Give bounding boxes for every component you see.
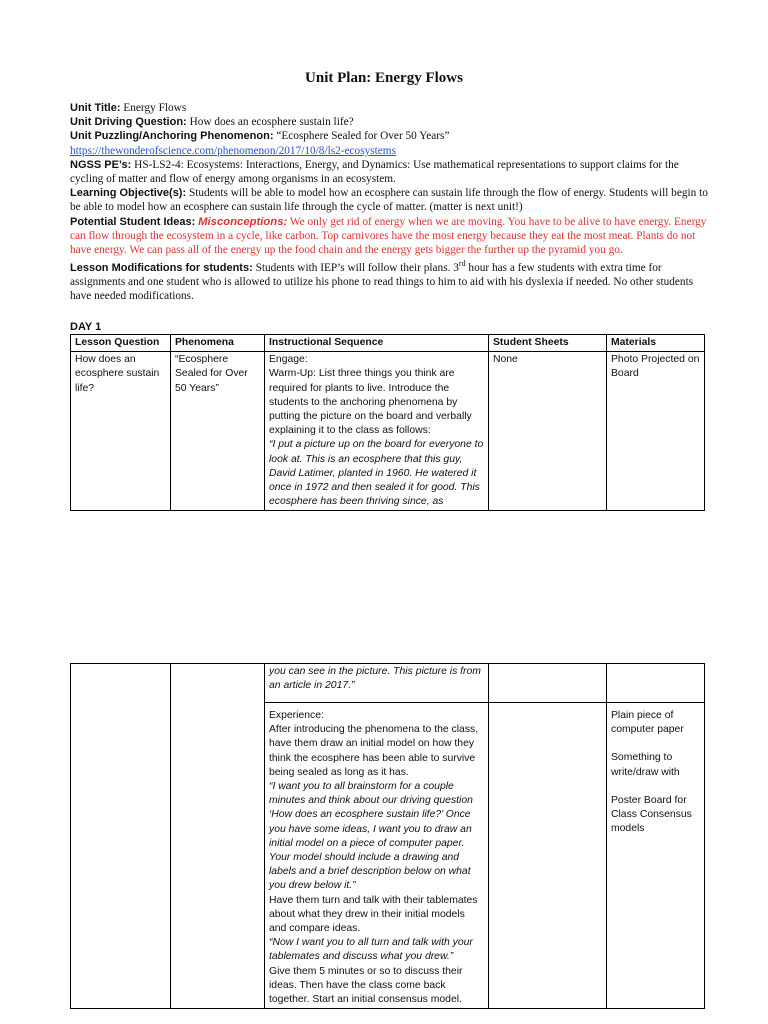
student-sheets-cell [489, 664, 607, 703]
header-lesson-question: Lesson Question [71, 335, 171, 352]
materials-cell: Photo Projected on Board [607, 352, 705, 511]
modifications-line: Lesson Modifications for students: Students with IEP’s will follow their plans. 3rd hour has a few students with extra time for assignments and one student who is allowed to utilize his phone to read things to him to aid with his dyslexia if needed. No other students have needed modifications. [70, 259, 694, 303]
header-materials: Materials [607, 335, 705, 352]
student-sheets-cell [489, 703, 607, 1009]
day-label: DAY 1 [70, 321, 102, 333]
table-header-row [71, 335, 705, 352]
header-instructional-sequence: Instructional Sequence [265, 335, 489, 352]
instructional-sequence-cell: Experience: After introducing the phenomena to the class, have them draw an initial model on how they think the ecosphere has been able to survive being sealed as long as it has. “I want you to all brainstorm for a couple minutes and think about our driving question ‘How does an ecosphere sustain life?’ Once you have some ideas, I want you to draw an initial model on a piece of computer paper. Your model should include a drawing and labels and a brief description below on what you drew below it.” Have them turn and talk with their tablemates about what they drew in their initial models and compare ideas. “Now I want you to all turn and talk with your tablemates and discuss what you drew.” Give them 5 minutes or so to discuss their ideas. Then have the class come back together. Start an initial consensus model. [265, 703, 489, 1009]
lesson-table-page1 [70, 334, 705, 511]
phenomenon-link[interactable]: https://thewonderofscience.com/phenomenon/2017/10/8/ls2-ecosystems [70, 144, 396, 157]
student-ideas-line: Potential Student Ideas: Misconceptions: We only get rid of energy when we are moving. You have to be alive to have energy. Energy can flow through the ecosystem in a cycle, like carbon. Top carnivores have the most energy because they eat the most meat. Plants do not have energy. We can pass all of the energy up the food chain and the energy gets bigger the further up the pyramid you go. [70, 215, 707, 257]
header-phenomena: Phenomena [171, 335, 265, 352]
header-student-sheets: Student Sheets [489, 335, 607, 352]
lesson-question-cell [71, 664, 171, 1009]
table-row [71, 352, 705, 511]
unit-title-line: Unit Title: Energy Flows [70, 102, 187, 114]
learning-objective-line: Learning Objective(s): Students will be able to model how an ecosphere can sustain life through the flow of energy. Students will begin to be able to model how an ecosphere can sustain life through the cycle of matter. (matter is next unit!) [70, 187, 708, 214]
teacher-script-quote: “Now I want you to all turn and talk with your tablemates and discuss what you drew.” [269, 937, 473, 963]
phenomenon-line: Unit Puzzling/Anchoring Phenomenon: “Ecosphere Sealed for Over 50 Years” [70, 130, 450, 143]
instructional-sequence-cell: you can see in the picture. This picture is from an article in 2017.” [265, 664, 489, 703]
misconceptions-label: Misconceptions: [198, 215, 288, 228]
lesson-question-cell: How does an ecosphere sustain life? [71, 352, 171, 511]
unit-metadata [70, 101, 710, 304]
teacher-script-quote: “I want you to all brainstorm for a couple minutes and think about our driving question ‘How does an ecosphere sustain life?’ Once you have some ideas, I want you to draw an initial model on a piece of computer paper. Your model should include a drawing and labels and a brief description below on what you drew below it.” [269, 781, 473, 892]
page-title: Unit Plan: Energy Flows [305, 70, 463, 86]
materials-cell: Plain piece of computer paper Something to write/draw with Poster Board for Class Consensus models [607, 703, 705, 1009]
materials-cell [607, 664, 705, 703]
driving-question-line: Unit Driving Question: How does an ecosphere sustain life? [70, 116, 354, 129]
teacher-script-quote: “I put a picture up on the board for everyone to look at. This is an ecosphere that this guy, David Latimer, planted in 1960. He watered it once in 1972 and then sealed it for good. This ecosphere has been thriving since, as [269, 439, 484, 508]
instructional-sequence-cell: Engage: Warm-Up: List three things you think are required for plants to live. Introduce the students to the anchoring phenomena by putting the picture on the board and verbally explaining it to the class as follows: “I put a picture up on the board for everyone to look at. This is an ecosphere that this guy, David Latimer, planted in 1960. He watered it once in 1972 and then sealed it for good. This ecosphere has been thriving since, as [265, 352, 489, 511]
phenomena-cell: “Ecosphere Sealed for Over 50 Years” [171, 352, 265, 511]
phenomena-cell [171, 664, 265, 1009]
ngss-line: NGSS PE’s: HS-LS2-4: Ecosystems: Interactions, Energy, and Dynamics: Use mathematical representations to support claims for the cycling of matter and flow of energy among organisms in an ecosystem. [70, 158, 679, 186]
table-row [71, 664, 705, 703]
lesson-table-page2 [70, 663, 705, 1009]
student-sheets-cell: None [489, 352, 607, 511]
